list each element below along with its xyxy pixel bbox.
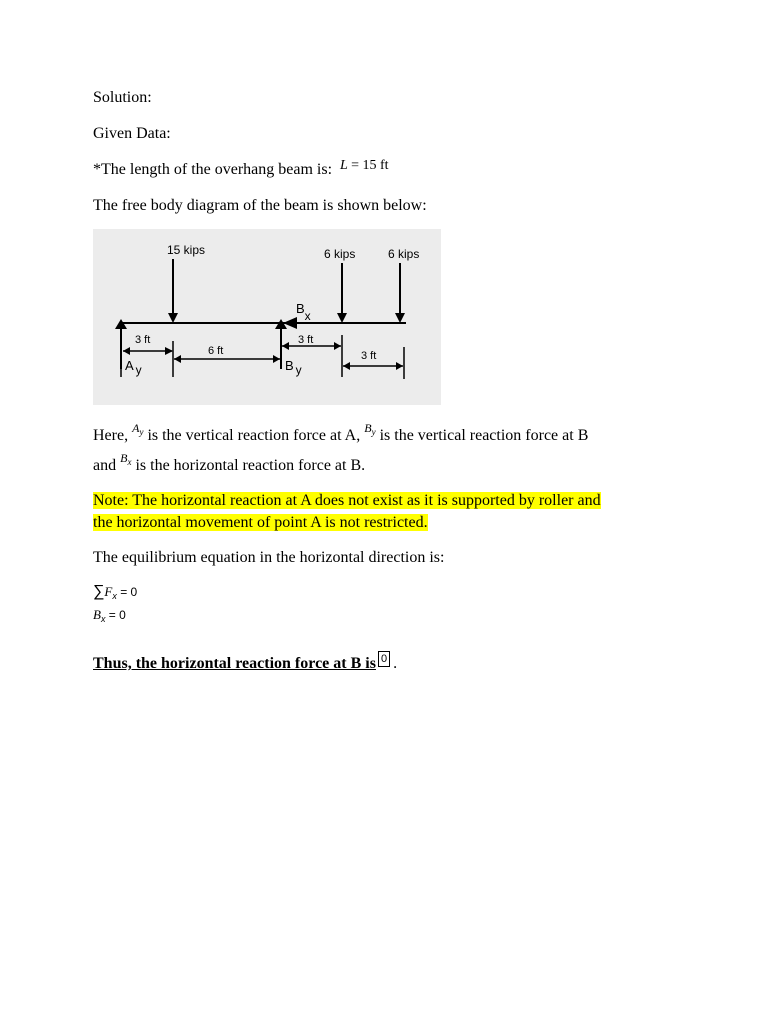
load-6kips-2-label: 6 kips <box>388 247 420 261</box>
bx-symbol-sub: x <box>127 457 132 467</box>
sigma-symbol: ∑ <box>93 583 105 600</box>
length-sentence: *The length of the overhang beam is: <box>93 161 333 178</box>
and-text: and <box>93 457 117 474</box>
equation-bx <box>93 607 126 624</box>
conclusion-text: Thus, the horizontal reaction force at B is <box>93 655 376 672</box>
note-line-1 <box>93 491 601 511</box>
load-15kips-label: 15 kips <box>167 243 206 257</box>
solution-heading: Solution: <box>93 89 152 106</box>
by-description: is the vertical reaction force at B <box>379 427 589 444</box>
dim-3ft-2-label: 3 ft <box>298 334 314 346</box>
load-6kips-1-label: 6 kips <box>324 247 356 261</box>
ay-symbol-letter: A <box>132 421 140 435</box>
note-text-1: Note: The horizontal reaction at A does not exist as it is supported by roller and <box>93 492 601 509</box>
free-body-diagram <box>93 229 441 405</box>
by-subscript: y <box>295 363 302 377</box>
ay-subscript: y <box>135 363 142 377</box>
fx-sub: x <box>112 591 117 601</box>
length-value: = 15 ft <box>351 158 389 173</box>
ay-letter: A <box>125 358 134 373</box>
bx-subscript: x <box>304 309 311 323</box>
equilibrium-sentence: The equilibrium equation in the horizontal direction is: <box>93 549 445 566</box>
bx-symbol-letter: B <box>120 451 128 465</box>
note-line-2 <box>93 513 428 533</box>
note-text-2: the horizontal movement of point A is not restricted. <box>93 514 428 531</box>
here-text: Here, <box>93 427 129 444</box>
load-6kips-1-arrowhead <box>337 313 347 323</box>
ay-description: is the vertical reaction force at A, <box>147 427 361 444</box>
beam-diagram-svg <box>93 229 441 405</box>
by-symbol-sub: y <box>371 427 376 437</box>
given-data-label: Given Data: <box>93 125 171 142</box>
load-6kips-2-arrowhead <box>395 313 405 323</box>
here-paragraph-line2 <box>93 451 366 480</box>
fx-letter: F <box>104 584 113 599</box>
fbd-sentence: The free body diagram of the beam is shown below: <box>93 197 427 214</box>
eq1-rhs: = 0 <box>120 585 138 599</box>
bx-description: is the horizontal reaction force at B. <box>135 457 366 474</box>
load-15kips-arrowhead <box>168 313 178 323</box>
bx-letter: B <box>296 301 305 316</box>
dim-3ft-3-label: 3 ft <box>361 350 377 362</box>
period: . <box>393 655 398 672</box>
ay-label <box>125 358 142 377</box>
here-paragraph-line1 <box>93 421 589 450</box>
dim-6ft-label: 6 ft <box>208 345 224 357</box>
dim-3ft-1-label: 3 ft <box>135 334 151 346</box>
bx-eq-sub: x <box>100 614 106 624</box>
ay-symbol <box>132 418 143 442</box>
by-symbol-letter: B <box>364 421 372 435</box>
bx-label <box>296 301 311 323</box>
eq2-rhs: = 0 <box>108 608 126 622</box>
equation-sum-fx <box>93 583 137 601</box>
bx-eq-letter: B <box>93 607 101 622</box>
ay-symbol-sub: y <box>139 427 144 437</box>
by-symbol <box>364 418 375 442</box>
length-symbol: L <box>340 158 348 173</box>
by-letter: B <box>285 358 294 373</box>
conclusion-line <box>93 651 397 674</box>
length-statement <box>93 160 389 181</box>
by-label <box>285 358 302 377</box>
bx-symbol <box>120 448 131 472</box>
length-equation <box>340 158 389 173</box>
answer-box: 0 <box>378 651 390 667</box>
